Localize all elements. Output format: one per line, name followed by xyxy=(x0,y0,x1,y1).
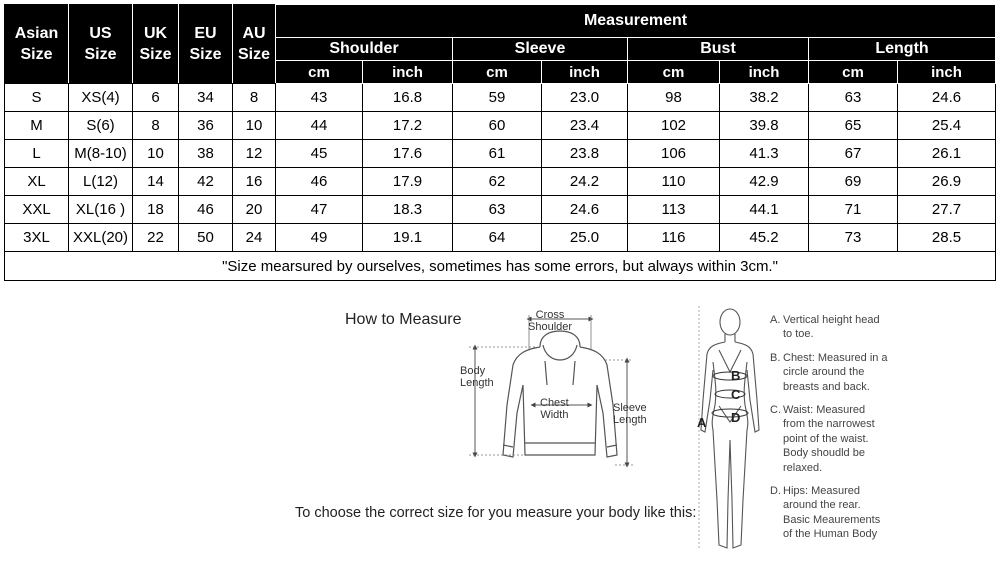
table-cell: 44.1 xyxy=(720,196,809,224)
chest-width-label: Chest Width xyxy=(540,397,569,421)
header-unit-inch: inch xyxy=(542,61,628,84)
header-us-size: US Size xyxy=(69,5,133,84)
table-cell: XS(4) xyxy=(69,84,133,112)
table-cell: 16 xyxy=(233,168,276,196)
table-cell: 61 xyxy=(453,140,542,168)
header-sleeve: Sleeve xyxy=(453,38,628,61)
table-cell: 45 xyxy=(276,140,363,168)
size-note: "Size mearsured by ourselves, sometimes has some errors, but always within 3cm." xyxy=(5,252,996,281)
table-cell: 46 xyxy=(276,168,363,196)
table-cell: 73 xyxy=(809,224,898,252)
table-cell: 34 xyxy=(179,84,233,112)
table-cell: 63 xyxy=(809,84,898,112)
legend-key: B. xyxy=(770,351,781,364)
table-cell: 50 xyxy=(179,224,233,252)
header-unit-cm: cm xyxy=(453,61,542,84)
table-cell: XXL(20) xyxy=(69,224,133,252)
legend-text: Chest: Measured in a circle around the breasts and back. xyxy=(783,351,888,393)
table-note-row xyxy=(5,252,996,281)
table-cell: 45.2 xyxy=(720,224,809,252)
table-cell: 60 xyxy=(453,112,542,140)
table-cell: 24.2 xyxy=(542,168,628,196)
table-cell: 98 xyxy=(628,84,720,112)
table-cell: 25.0 xyxy=(542,224,628,252)
table-cell: 42.9 xyxy=(720,168,809,196)
table-cell: 102 xyxy=(628,112,720,140)
how-to-measure-title: How to Measure xyxy=(345,311,462,328)
table-cell: 28.5 xyxy=(898,224,996,252)
table-cell: 59 xyxy=(453,84,542,112)
table-cell: 69 xyxy=(809,168,898,196)
table-cell: 22 xyxy=(133,224,179,252)
table-cell: 110 xyxy=(628,168,720,196)
table-cell: 67 xyxy=(809,140,898,168)
legend-item-c xyxy=(770,403,998,475)
table-cell: 62 xyxy=(453,168,542,196)
table-cell: 8 xyxy=(133,112,179,140)
header-bust: Bust xyxy=(628,38,809,61)
table-cell: 8 xyxy=(233,84,276,112)
legend-key: A. xyxy=(770,314,781,326)
header-unit-cm: cm xyxy=(276,61,363,84)
table-cell: 63 xyxy=(453,196,542,224)
legend-item-a xyxy=(770,313,998,342)
table-cell: 49 xyxy=(276,224,363,252)
table-cell: M xyxy=(5,112,69,140)
table-cell: 18 xyxy=(133,196,179,224)
legend-key: D. xyxy=(770,485,781,498)
table-cell: 64 xyxy=(453,224,542,252)
table-cell: 23.4 xyxy=(542,112,628,140)
legend-text: Vertical height head to toe. xyxy=(783,314,880,341)
body-length-label: Body Length xyxy=(460,365,494,389)
table-cell: 20 xyxy=(233,196,276,224)
human-body-figure xyxy=(695,300,765,560)
table-row xyxy=(5,112,996,140)
table-cell: 38.2 xyxy=(720,84,809,112)
table-cell: 26.9 xyxy=(898,168,996,196)
table-cell: XL(16 ) xyxy=(69,196,133,224)
table-cell: 39.8 xyxy=(720,112,809,140)
header-unit-inch: inch xyxy=(720,61,809,84)
table-cell: 10 xyxy=(233,112,276,140)
table-cell: 116 xyxy=(628,224,720,252)
table-cell: 23.8 xyxy=(542,140,628,168)
header-unit-cm: cm xyxy=(628,61,720,84)
table-cell: 26.1 xyxy=(898,140,996,168)
legend-text: Waist: Measured from the narrowest point of the waist. Body shoudld be relaxed. xyxy=(783,404,875,474)
figure-label-b: B xyxy=(731,368,741,383)
table-cell: 17.9 xyxy=(363,168,453,196)
header-au-size: AU Size xyxy=(233,5,276,84)
table-row xyxy=(5,84,996,112)
header-unit-cm: cm xyxy=(809,61,898,84)
table-cell: S(6) xyxy=(69,112,133,140)
table-cell: 3XL xyxy=(5,224,69,252)
header-unit-inch: inch xyxy=(898,61,996,84)
table-cell: 24.6 xyxy=(542,196,628,224)
table-cell: 17.2 xyxy=(363,112,453,140)
table-cell: 106 xyxy=(628,140,720,168)
cross-shoulder-label: Cross Shoulder xyxy=(528,309,573,333)
table-cell: 10 xyxy=(133,140,179,168)
legend-item-b xyxy=(770,351,998,394)
table-cell: 23.0 xyxy=(542,84,628,112)
figure-label-c: C xyxy=(731,387,741,402)
table-cell: 44 xyxy=(276,112,363,140)
header-shoulder: Shoulder xyxy=(276,38,453,61)
table-cell: 38 xyxy=(179,140,233,168)
table-cell: L(12) xyxy=(69,168,133,196)
table-cell: 16.8 xyxy=(363,84,453,112)
table-cell: 42 xyxy=(179,168,233,196)
table-cell: 17.6 xyxy=(363,140,453,168)
header-measurement: Measurement xyxy=(276,5,996,38)
table-cell: 27.7 xyxy=(898,196,996,224)
table-cell: XXL xyxy=(5,196,69,224)
table-cell: S xyxy=(5,84,69,112)
table-row xyxy=(5,140,996,168)
table-body xyxy=(5,84,996,281)
table-cell: 36 xyxy=(179,112,233,140)
table-cell: 12 xyxy=(233,140,276,168)
table-cell: 19.1 xyxy=(363,224,453,252)
table-cell: 25.4 xyxy=(898,112,996,140)
table-row xyxy=(5,224,996,252)
figure-label-d: D xyxy=(731,410,741,425)
size-chart-table xyxy=(4,4,996,281)
sleeve-length-label: Sleeve Length xyxy=(613,402,647,426)
choose-size-instruction: To choose the correct size for you measure your body like this: xyxy=(295,505,697,521)
table-cell: 47 xyxy=(276,196,363,224)
figure-label-a: A xyxy=(697,415,707,430)
legend-key: C. xyxy=(770,404,781,417)
table-cell: 24 xyxy=(233,224,276,252)
measurement-legend xyxy=(770,313,998,551)
header-length: Length xyxy=(809,38,996,61)
table-cell: 43 xyxy=(276,84,363,112)
table-cell: 113 xyxy=(628,196,720,224)
table-cell: 65 xyxy=(809,112,898,140)
table-cell: 24.6 xyxy=(898,84,996,112)
table-cell: 6 xyxy=(133,84,179,112)
table-row xyxy=(5,196,996,224)
table-row xyxy=(5,168,996,196)
table-cell: M(8-10) xyxy=(69,140,133,168)
table-cell: 41.3 xyxy=(720,140,809,168)
legend-text: Hips: Measured around the rear. Basic Meaurements of the Human Body xyxy=(783,485,881,541)
table-cell: XL xyxy=(5,168,69,196)
table-cell: 14 xyxy=(133,168,179,196)
table-cell: 46 xyxy=(179,196,233,224)
table-cell: 71 xyxy=(809,196,898,224)
header-unit-inch: inch xyxy=(363,61,453,84)
legend-item-d xyxy=(770,484,998,542)
table-cell: 18.3 xyxy=(363,196,453,224)
header-asian-size: Asian Size xyxy=(5,5,69,84)
header-uk-size: UK Size xyxy=(133,5,179,84)
table-cell: L xyxy=(5,140,69,168)
header-eu-size: EU Size xyxy=(179,5,233,84)
